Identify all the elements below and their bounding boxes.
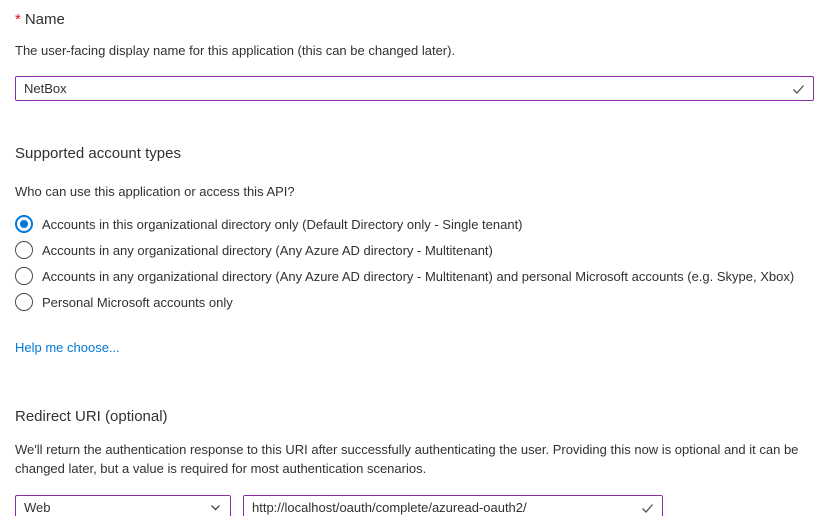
name-field-title xyxy=(15,0,814,29)
account-type-option-label: Accounts in this organizational directory only (Default Directory only - Single tenant) xyxy=(42,216,523,232)
radio-unselected-icon[interactable] xyxy=(15,241,33,259)
redirect-uri-input-container xyxy=(243,495,663,516)
name-field-title-text: Name xyxy=(24,11,65,28)
account-type-option[interactable] xyxy=(15,263,814,289)
account-type-option-label: Accounts in any organizational directory (Any Azure AD directory - Multitenant) xyxy=(42,242,493,258)
valid-checkmark-icon xyxy=(791,81,806,96)
account-type-option-label: Personal Microsoft accounts only xyxy=(42,294,233,310)
redirect-uri-controls xyxy=(15,495,814,516)
name-field-description: The user-facing display name for this application (this can be changed later). xyxy=(15,43,456,58)
name-input[interactable] xyxy=(15,76,814,101)
redirect-uri-title: Redirect URI (optional) xyxy=(15,408,168,425)
redirect-uri-input[interactable] xyxy=(243,495,663,516)
radio-unselected-icon[interactable] xyxy=(15,293,33,311)
account-types-title: Supported account types xyxy=(15,145,181,162)
account-type-option[interactable] xyxy=(15,289,814,315)
account-type-option[interactable] xyxy=(15,237,814,263)
radio-selected-icon[interactable] xyxy=(15,215,33,233)
help-me-choose-link[interactable]: Help me choose... xyxy=(15,340,120,355)
platform-select[interactable] xyxy=(15,495,231,516)
chevron-down-icon xyxy=(209,501,222,514)
account-type-option[interactable] xyxy=(15,211,814,237)
valid-checkmark-icon xyxy=(640,500,655,515)
account-type-options xyxy=(15,211,814,315)
name-input-container xyxy=(15,76,814,101)
account-type-option-label: Accounts in any organizational directory (Any Azure AD directory - Multitenant) and personal Microsoft accounts (e.g. Skype, Xbox) xyxy=(42,268,795,284)
platform-select-value: Web xyxy=(24,500,51,515)
radio-unselected-icon[interactable] xyxy=(15,267,33,285)
redirect-uri-description: We'll return the authentication response to this URI after successfully authenticating the user. Providing this now is optional and it can be changed later, but a value is required for most authentication scenarios. xyxy=(15,442,799,476)
account-types-question: Who can use this application or access this API? xyxy=(15,184,295,199)
required-asterisk: * xyxy=(15,11,21,28)
